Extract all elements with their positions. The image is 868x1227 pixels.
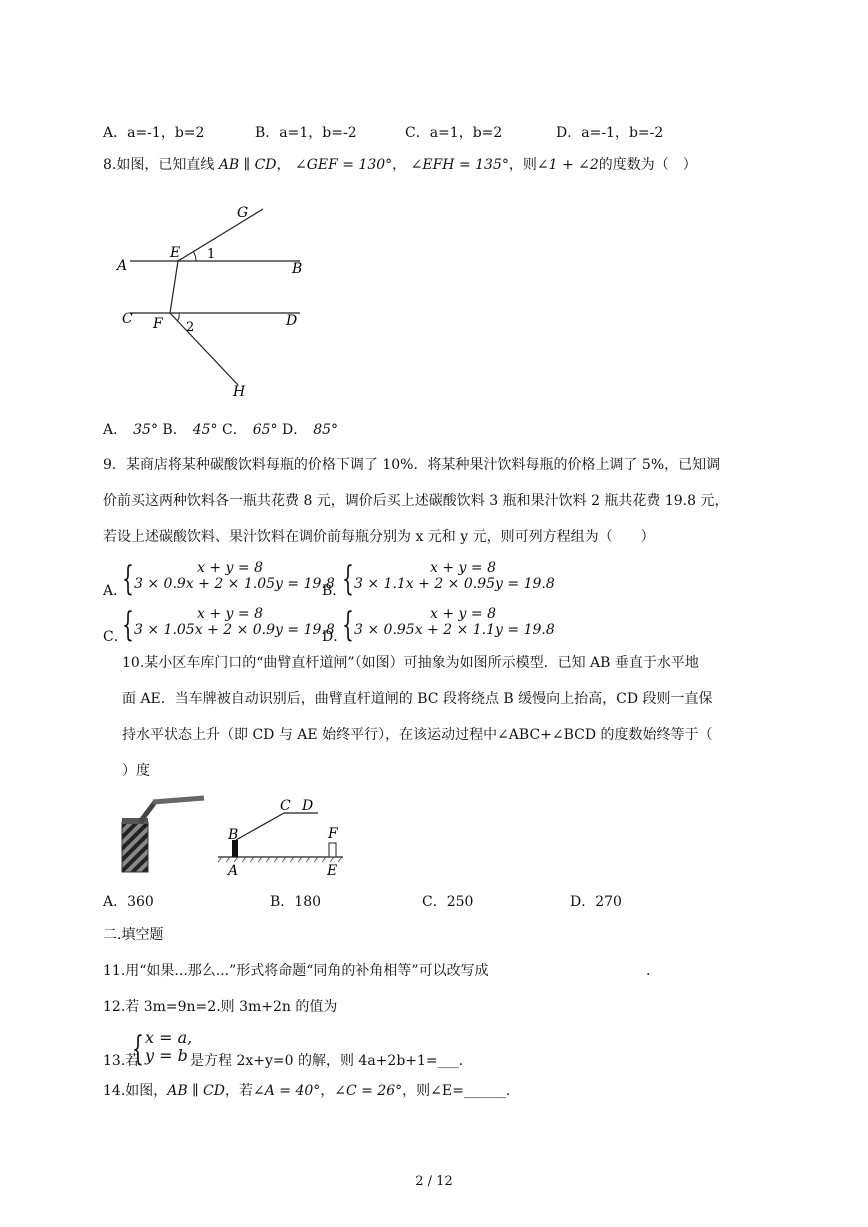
q10-line-3: 持水平状态上升（即 CD 与 AE 始终平行），在该运动过程中∠ABC+∠BCD 的度数始终等于（ xyxy=(122,727,713,743)
q12-text: 12.若 3m=9n=2.则 3m+2n 的值为 xyxy=(103,999,338,1015)
q9-c-eq2: 3 × 1.05x + 2 × 0.9y = 19.8 xyxy=(134,622,335,638)
q14-text-a: 14.如图， xyxy=(103,1083,168,1099)
q10-model-figure xyxy=(210,795,350,885)
ray-fh xyxy=(170,313,238,385)
label-a: A xyxy=(117,258,128,274)
q8-stem xyxy=(103,157,697,174)
q7-option-b: B．a=1，b=-2 xyxy=(255,125,357,141)
q8-options xyxy=(103,422,338,439)
q8-text-c: 的度数为（ ） xyxy=(598,157,697,173)
q11-text: 11.用“如果...那么...”形式将命题“同角的补角相等”可以改写成 xyxy=(103,963,489,979)
q9-line-1: 9．某商店将某种碳酸饮料每瓶的价格下调了 10%．将某种果汁饮料每瓶的价格上调了 5%，已知调 xyxy=(103,457,721,473)
q7-option-a: A．a=-1，b=2 xyxy=(103,125,205,141)
brace-icon: { xyxy=(342,559,354,599)
q8-text-a: 8.如图，已知直线 xyxy=(103,157,215,173)
ray-eg xyxy=(178,209,263,261)
label-c: C xyxy=(280,798,291,814)
section-heading-fill-in: 二.填空题 xyxy=(103,927,164,943)
q7-option-d: D．a=-1，b=-2 xyxy=(556,125,664,141)
gate-post xyxy=(122,822,148,872)
brace-icon: { xyxy=(342,605,354,645)
q10-option-d: D．270 xyxy=(570,894,622,910)
q8-math-ab-parallel-cd: AB ∥ CD xyxy=(218,157,277,173)
q13-eq2: y = b xyxy=(145,1046,188,1065)
q7-option-c: C．a=1，b=2 xyxy=(405,125,503,141)
segment-ef xyxy=(170,261,178,313)
label-a: A xyxy=(228,863,239,879)
q8-text-b: ，则 xyxy=(508,157,537,173)
q9-option-b-letter: B． xyxy=(322,583,347,599)
q8-option-c-letter: C． xyxy=(221,422,247,438)
q14-text-c: ，则∠E=______. xyxy=(402,1083,511,1099)
label-e: E xyxy=(170,245,181,261)
q8-math-gef: ∠GEF = 130° xyxy=(294,157,393,173)
q10-option-a: A．360 xyxy=(103,894,154,910)
q10-line-2: 面 AE．当车牌被自动识别后，曲臂直杆道闸的 BC 段将绕点 B 缓慢向上抬高，CD 段则一直保 xyxy=(122,691,713,707)
q10-option-b: B．180 xyxy=(270,894,322,910)
q9-b-eq1: x + y = 8 xyxy=(430,560,496,576)
q8-math-efh: ∠EFH = 135° xyxy=(410,157,509,173)
q14-math-angle-a: ∠A = 40° xyxy=(252,1083,321,1099)
q11-end: . xyxy=(646,963,651,979)
q9-d-eq2: 3 × 0.95x + 2 × 1.1y = 19.8 xyxy=(354,622,555,638)
q13-system xyxy=(132,1028,192,1068)
ground-hatching xyxy=(218,857,342,862)
brace-icon: { xyxy=(132,1029,144,1069)
label-e: E xyxy=(327,863,338,879)
q9-d-eq1: x + y = 8 xyxy=(430,606,496,622)
angle-1-arc xyxy=(193,251,196,261)
q9-line-3: 若设上述碳酸饮料、果汁饮料在调价前每瓶分别为 x 元和 y 元，则可列方程组为（ ） xyxy=(103,529,655,545)
label-c: C xyxy=(122,311,133,327)
q9-a-eq1: x + y = 8 xyxy=(197,560,263,576)
label-angle-1: 1 xyxy=(207,247,216,262)
q8-option-b-letter: B． xyxy=(162,422,187,438)
angle-2-arc xyxy=(177,313,179,321)
q8-option-d-letter: D． xyxy=(281,422,308,438)
segment-bc xyxy=(236,813,284,840)
q14-sep: ， xyxy=(320,1083,335,1099)
q8-sep: ， xyxy=(276,157,291,173)
label-b: B xyxy=(292,261,303,277)
label-d: D xyxy=(286,313,298,329)
q9-option-d-letter: D． xyxy=(322,629,348,645)
label-f: F xyxy=(153,316,163,332)
label-h: H xyxy=(233,384,246,400)
label-g: G xyxy=(237,205,249,221)
q14-stem xyxy=(103,1083,510,1100)
q8-option-a-value: 35° xyxy=(133,422,158,438)
q13-suffix: 是方程 2x+y=0 的解，则 4a+2b+1=___. xyxy=(190,1053,464,1069)
label-d: D xyxy=(302,798,314,814)
brace-icon: { xyxy=(122,605,134,645)
q10-line-1: 10.某小区车库门口的“曲臂直杆道闸”（如图）可抽象为如图所示模型．已知 AB 垂直于水平地 xyxy=(122,655,699,671)
q13-eq1: x = a, xyxy=(145,1028,193,1047)
post-ef xyxy=(329,843,336,857)
q9-option-a-letter: A． xyxy=(103,583,128,599)
page-number: 2 / 12 xyxy=(415,1174,453,1189)
q9-b-eq2: 3 × 1.1x + 2 × 0.95y = 19.8 xyxy=(354,576,555,592)
q9-option-d-system xyxy=(342,605,555,645)
q13-prefix: 13.若 xyxy=(103,1053,140,1069)
q8-option-b-value: 45° xyxy=(192,422,218,438)
q10-gate-photo xyxy=(110,790,210,880)
q10-option-c: C．250 xyxy=(422,894,474,910)
q14-math-angle-c: ∠C = 26° xyxy=(334,1083,403,1099)
q9-option-b-system xyxy=(342,559,555,599)
q9-c-eq1: x + y = 8 xyxy=(197,606,263,622)
q8-option-c-value: 65° xyxy=(252,422,278,438)
q9-option-a-system xyxy=(122,559,335,599)
q10-line-4: ）度 xyxy=(122,763,150,779)
q8-sep-2: ， xyxy=(392,157,407,173)
q8-option-a-letter: A． xyxy=(103,422,128,438)
q9-a-eq2: 3 × 0.9x + 2 × 1.05y = 19.8 xyxy=(134,576,335,592)
q9-line-2: 价前买这两种饮料各一瓶共花费 8 元，调价后买上述碳酸饮料 3 瓶和果汁饮料 2 瓶共花费 19.8 元， xyxy=(103,493,729,509)
label-b: B xyxy=(228,827,239,843)
q8-math-sum: ∠1 + ∠2 xyxy=(536,157,599,173)
q14-text-b: ，若 xyxy=(224,1083,253,1099)
brace-icon: { xyxy=(122,559,134,599)
gate-arm-cd xyxy=(153,798,204,802)
label-angle-2: 2 xyxy=(186,320,195,335)
q9-option-c-letter: C． xyxy=(103,629,128,645)
label-f: F xyxy=(328,826,338,842)
q14-math-ab-parallel-cd: AB ∥ CD xyxy=(167,1083,225,1099)
q8-figure xyxy=(100,195,320,410)
q9-option-c-system xyxy=(122,605,335,645)
q8-option-d-value: 85° xyxy=(313,422,339,438)
